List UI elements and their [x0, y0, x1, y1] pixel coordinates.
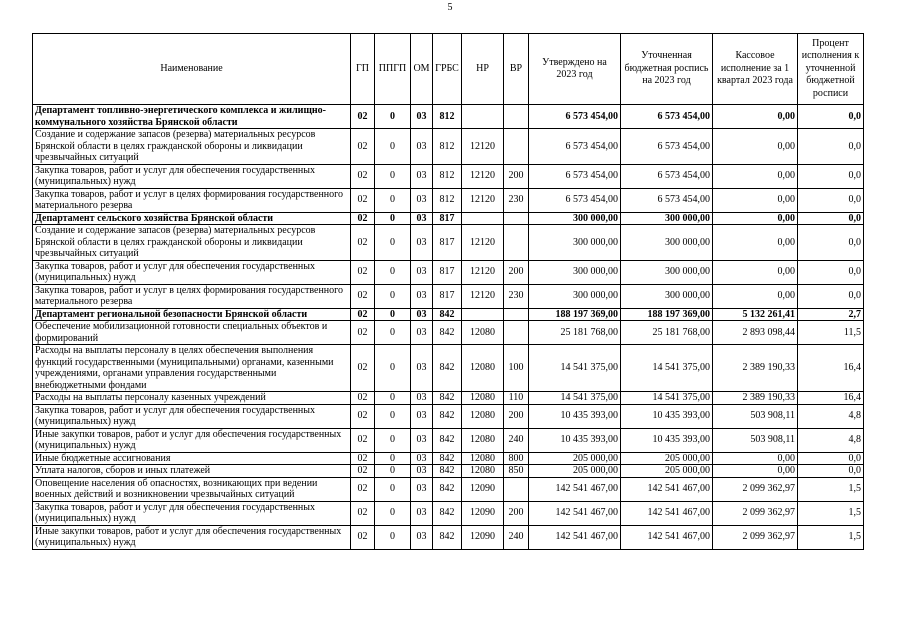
- row-om: 03: [411, 345, 433, 392]
- row-om: 03: [411, 164, 433, 188]
- row-revised: 300 000,00: [621, 260, 713, 284]
- row-percent: 0,0: [798, 225, 864, 261]
- row-vr: 850: [504, 465, 529, 478]
- row-grbs: 817: [433, 225, 462, 261]
- row-grbs: 812: [433, 105, 462, 129]
- row-name: Создание и содержание запасов (резерва) материальных ресурсов Брянской области в целях гражданской обороны и ликвидации чрезвычайных ситуаций: [33, 225, 351, 261]
- row-ppgp: 0: [375, 465, 411, 478]
- row-gp: 02: [351, 188, 375, 212]
- row-nr: 12080: [462, 428, 504, 452]
- table-body: [33, 105, 864, 550]
- row-grbs: 812: [433, 164, 462, 188]
- row-name: Оповещение населения об опасностях, возникающих при ведении военных действий и возникновении чрезвычайных ситуаций: [33, 477, 351, 501]
- row-grbs: 842: [433, 321, 462, 345]
- table-row: [33, 284, 864, 308]
- row-gp: 02: [351, 392, 375, 405]
- row-revised: 205 000,00: [621, 452, 713, 465]
- row-revised: 25 181 768,00: [621, 321, 713, 345]
- row-approved: 188 197 369,00: [529, 308, 621, 321]
- row-ppgp: 0: [375, 164, 411, 188]
- row-name: Уплата налогов, сборов и иных платежей: [33, 465, 351, 478]
- row-cash: 0,00: [713, 188, 798, 212]
- row-vr: 100: [504, 345, 529, 392]
- row-gp: 02: [351, 465, 375, 478]
- row-om: 03: [411, 501, 433, 525]
- row-om: 03: [411, 284, 433, 308]
- row-vr: 110: [504, 392, 529, 405]
- row-gp: 02: [351, 477, 375, 501]
- row-nr: 12080: [462, 452, 504, 465]
- row-name: Департамент сельского хозяйства Брянской области: [33, 212, 351, 225]
- row-vr: [504, 105, 529, 129]
- row-ppgp: 0: [375, 477, 411, 501]
- row-percent: 16,4: [798, 392, 864, 405]
- row-name: Иные закупки товаров, работ и услуг для обеспечения государственных (муниципальных) нужд: [33, 525, 351, 549]
- row-approved: 14 541 375,00: [529, 392, 621, 405]
- row-ppgp: 0: [375, 392, 411, 405]
- row-approved: 6 573 454,00: [529, 129, 621, 165]
- department-row: [33, 212, 864, 225]
- row-vr: 230: [504, 284, 529, 308]
- table-row: [33, 465, 864, 478]
- row-revised: 14 541 375,00: [621, 345, 713, 392]
- header-ppgp: ППГП: [375, 34, 411, 105]
- row-name: Иные бюджетные ассигнования: [33, 452, 351, 465]
- table-row: [33, 477, 864, 501]
- row-approved: 6 573 454,00: [529, 105, 621, 129]
- row-approved: 142 541 467,00: [529, 501, 621, 525]
- row-revised: 300 000,00: [621, 212, 713, 225]
- row-ppgp: 0: [375, 129, 411, 165]
- header-vr: ВР: [504, 34, 529, 105]
- header-revised: Уточненная бюджетная роспись на 2023 год: [621, 34, 713, 105]
- row-nr: 12090: [462, 501, 504, 525]
- row-gp: 02: [351, 260, 375, 284]
- row-grbs: 842: [433, 404, 462, 428]
- row-revised: 6 573 454,00: [621, 188, 713, 212]
- row-grbs: 842: [433, 345, 462, 392]
- row-percent: 0,0: [798, 212, 864, 225]
- row-percent: 1,5: [798, 501, 864, 525]
- header-approved: Утверждено на 2023 год: [529, 34, 621, 105]
- row-nr: 12120: [462, 284, 504, 308]
- row-ppgp: 0: [375, 225, 411, 261]
- row-percent: 1,5: [798, 477, 864, 501]
- row-grbs: 842: [433, 525, 462, 549]
- row-percent: 0,0: [798, 129, 864, 165]
- row-cash: 0,00: [713, 225, 798, 261]
- row-percent: 1,5: [798, 525, 864, 549]
- row-name: Закупка товаров, работ и услуг для обеспечения государственных (муниципальных) нужд: [33, 164, 351, 188]
- row-cash: 0,00: [713, 164, 798, 188]
- row-ppgp: 0: [375, 525, 411, 549]
- row-ppgp: 0: [375, 105, 411, 129]
- row-cash: 2 389 190,33: [713, 392, 798, 405]
- row-revised: 10 435 393,00: [621, 404, 713, 428]
- row-percent: 0,0: [798, 164, 864, 188]
- row-cash: 503 908,11: [713, 428, 798, 452]
- row-percent: 11,5: [798, 321, 864, 345]
- row-name: Расходы на выплаты персоналу в целях обеспечения выполнения функций государственными (муниципальными) органами, казенными учреждениями, органами управления государственными внебюджетными фондами: [33, 345, 351, 392]
- row-grbs: 842: [433, 501, 462, 525]
- row-revised: 6 573 454,00: [621, 105, 713, 129]
- row-gp: 02: [351, 212, 375, 225]
- row-nr: 12080: [462, 345, 504, 392]
- row-gp: 02: [351, 321, 375, 345]
- table-row: [33, 188, 864, 212]
- department-row: [33, 105, 864, 129]
- row-approved: 6 573 454,00: [529, 164, 621, 188]
- row-om: 03: [411, 105, 433, 129]
- row-ppgp: 0: [375, 345, 411, 392]
- row-nr: 12090: [462, 477, 504, 501]
- page-number: 5: [447, 2, 453, 13]
- table-row: [33, 129, 864, 165]
- row-om: 03: [411, 260, 433, 284]
- row-ppgp: 0: [375, 260, 411, 284]
- row-gp: 02: [351, 452, 375, 465]
- row-name: Закупка товаров, работ и услуг в целях формирования государственного материального резерва: [33, 188, 351, 212]
- row-grbs: 817: [433, 260, 462, 284]
- row-gp: 02: [351, 308, 375, 321]
- row-name: Департамент региональной безопасности Брянской области: [33, 308, 351, 321]
- row-om: 03: [411, 477, 433, 501]
- table-row: [33, 345, 864, 392]
- row-grbs: 842: [433, 428, 462, 452]
- row-name: Создание и содержание запасов (резерва) материальных ресурсов Брянской области в целях гражданской обороны и ликвидации чрезвычайных ситуаций: [33, 129, 351, 165]
- row-approved: 142 541 467,00: [529, 477, 621, 501]
- table-row: [33, 321, 864, 345]
- row-vr: 200: [504, 404, 529, 428]
- row-name: Закупка товаров, работ и услуг для обеспечения государственных (муниципальных) нужд: [33, 260, 351, 284]
- row-gp: 02: [351, 225, 375, 261]
- row-ppgp: 0: [375, 452, 411, 465]
- row-nr: 12120: [462, 164, 504, 188]
- row-nr: 12120: [462, 188, 504, 212]
- row-grbs: 812: [433, 129, 462, 165]
- row-cash: 0,00: [713, 284, 798, 308]
- row-percent: 0,0: [798, 465, 864, 478]
- row-approved: 300 000,00: [529, 225, 621, 261]
- row-vr: 240: [504, 428, 529, 452]
- row-name: Закупка товаров, работ и услуг для обеспечения государственных (муниципальных) нужд: [33, 404, 351, 428]
- row-nr: [462, 212, 504, 225]
- row-cash: 0,00: [713, 260, 798, 284]
- row-approved: 14 541 375,00: [529, 345, 621, 392]
- row-gp: 02: [351, 404, 375, 428]
- row-om: 03: [411, 308, 433, 321]
- row-grbs: 812: [433, 188, 462, 212]
- row-approved: 10 435 393,00: [529, 404, 621, 428]
- row-revised: 142 541 467,00: [621, 477, 713, 501]
- budget-table: [32, 33, 864, 550]
- row-gp: 02: [351, 501, 375, 525]
- row-nr: 12080: [462, 404, 504, 428]
- row-revised: 300 000,00: [621, 225, 713, 261]
- row-om: 03: [411, 212, 433, 225]
- table-row: [33, 260, 864, 284]
- row-ppgp: 0: [375, 212, 411, 225]
- row-gp: 02: [351, 345, 375, 392]
- row-nr: 12080: [462, 392, 504, 405]
- row-gp: 02: [351, 105, 375, 129]
- row-gp: 02: [351, 129, 375, 165]
- row-grbs: 817: [433, 284, 462, 308]
- table-header-row: [33, 34, 864, 105]
- row-nr: 12080: [462, 465, 504, 478]
- row-nr: 12090: [462, 525, 504, 549]
- row-vr: 800: [504, 452, 529, 465]
- row-cash: 0,00: [713, 105, 798, 129]
- row-cash: 0,00: [713, 452, 798, 465]
- header-gp: ГП: [351, 34, 375, 105]
- row-revised: 142 541 467,00: [621, 525, 713, 549]
- row-approved: 25 181 768,00: [529, 321, 621, 345]
- row-cash: 2 099 362,97: [713, 501, 798, 525]
- row-ppgp: 0: [375, 308, 411, 321]
- row-percent: 0,0: [798, 188, 864, 212]
- row-gp: 02: [351, 525, 375, 549]
- row-grbs: 842: [433, 465, 462, 478]
- row-name: Обеспечение мобилизационной готовности специальных объектов и формирований: [33, 321, 351, 345]
- row-vr: 200: [504, 501, 529, 525]
- row-approved: 6 573 454,00: [529, 188, 621, 212]
- row-om: 03: [411, 129, 433, 165]
- header-om: ОМ: [411, 34, 433, 105]
- row-approved: 10 435 393,00: [529, 428, 621, 452]
- row-revised: 14 541 375,00: [621, 392, 713, 405]
- row-gp: 02: [351, 428, 375, 452]
- row-revised: 142 541 467,00: [621, 501, 713, 525]
- row-cash: 0,00: [713, 212, 798, 225]
- row-percent: 0,0: [798, 284, 864, 308]
- header-cash: Кассовое исполнение за 1 квартал 2023 года: [713, 34, 798, 105]
- row-gp: 02: [351, 164, 375, 188]
- row-approved: 300 000,00: [529, 284, 621, 308]
- header-nr: НР: [462, 34, 504, 105]
- table-row: [33, 501, 864, 525]
- row-vr: [504, 225, 529, 261]
- row-cash: 503 908,11: [713, 404, 798, 428]
- row-nr: 12120: [462, 129, 504, 165]
- header-percent: Процент исполнения к уточненной бюджетной росписи: [798, 34, 864, 105]
- row-revised: 10 435 393,00: [621, 428, 713, 452]
- table-row: [33, 392, 864, 405]
- row-percent: 0,0: [798, 260, 864, 284]
- row-gp: 02: [351, 284, 375, 308]
- row-approved: 300 000,00: [529, 212, 621, 225]
- department-row: [33, 308, 864, 321]
- header-name: Наименование: [33, 34, 351, 105]
- row-vr: [504, 477, 529, 501]
- row-revised: 300 000,00: [621, 284, 713, 308]
- row-vr: 230: [504, 188, 529, 212]
- row-grbs: 817: [433, 212, 462, 225]
- row-om: 03: [411, 321, 433, 345]
- row-nr: 12120: [462, 260, 504, 284]
- row-om: 03: [411, 225, 433, 261]
- row-name: Департамент топливно-энергетического комплекса и жилищно-коммунального хозяйства Брянской области: [33, 105, 351, 129]
- row-percent: 4,8: [798, 404, 864, 428]
- row-ppgp: 0: [375, 428, 411, 452]
- row-cash: 2 099 362,97: [713, 477, 798, 501]
- row-vr: 240: [504, 525, 529, 549]
- row-ppgp: 0: [375, 501, 411, 525]
- row-grbs: 842: [433, 392, 462, 405]
- row-cash: 5 132 261,41: [713, 308, 798, 321]
- row-nr: 12080: [462, 321, 504, 345]
- row-nr: [462, 105, 504, 129]
- table-row: [33, 225, 864, 261]
- table-row: [33, 404, 864, 428]
- row-om: 03: [411, 465, 433, 478]
- row-ppgp: 0: [375, 284, 411, 308]
- row-vr: 200: [504, 164, 529, 188]
- row-revised: 188 197 369,00: [621, 308, 713, 321]
- row-revised: 6 573 454,00: [621, 129, 713, 165]
- row-om: 03: [411, 525, 433, 549]
- table-row: [33, 164, 864, 188]
- row-om: 03: [411, 452, 433, 465]
- row-om: 03: [411, 392, 433, 405]
- row-nr: [462, 308, 504, 321]
- row-approved: 300 000,00: [529, 260, 621, 284]
- row-grbs: 842: [433, 308, 462, 321]
- row-revised: 6 573 454,00: [621, 164, 713, 188]
- row-approved: 142 541 467,00: [529, 525, 621, 549]
- row-ppgp: 0: [375, 321, 411, 345]
- row-percent: 4,8: [798, 428, 864, 452]
- table-row: [33, 428, 864, 452]
- row-approved: 205 000,00: [529, 465, 621, 478]
- row-cash: 2 099 362,97: [713, 525, 798, 549]
- row-cash: 2 893 098,44: [713, 321, 798, 345]
- row-name: Иные закупки товаров, работ и услуг для обеспечения государственных (муниципальных) нужд: [33, 428, 351, 452]
- row-cash: 0,00: [713, 465, 798, 478]
- table-row: [33, 525, 864, 549]
- row-percent: 0,0: [798, 452, 864, 465]
- row-vr: 200: [504, 260, 529, 284]
- row-vr: [504, 321, 529, 345]
- row-cash: 2 389 190,33: [713, 345, 798, 392]
- row-om: 03: [411, 428, 433, 452]
- row-vr: [504, 212, 529, 225]
- row-approved: 205 000,00: [529, 452, 621, 465]
- row-revised: 205 000,00: [621, 465, 713, 478]
- row-percent: 2,7: [798, 308, 864, 321]
- table-row: [33, 452, 864, 465]
- row-om: 03: [411, 188, 433, 212]
- row-percent: 16,4: [798, 345, 864, 392]
- row-grbs: 842: [433, 452, 462, 465]
- row-cash: 0,00: [713, 129, 798, 165]
- row-name: Расходы на выплаты персоналу казенных учреждений: [33, 392, 351, 405]
- row-vr: [504, 308, 529, 321]
- row-name: Закупка товаров, работ и услуг в целях формирования государственного материального резерва: [33, 284, 351, 308]
- row-nr: 12120: [462, 225, 504, 261]
- row-grbs: 842: [433, 477, 462, 501]
- row-om: 03: [411, 404, 433, 428]
- row-vr: [504, 129, 529, 165]
- row-percent: 0,0: [798, 105, 864, 129]
- row-name: Закупка товаров, работ и услуг для обеспечения государственных (муниципальных) нужд: [33, 501, 351, 525]
- header-grbs: ГРБС: [433, 34, 462, 105]
- row-ppgp: 0: [375, 188, 411, 212]
- row-ppgp: 0: [375, 404, 411, 428]
